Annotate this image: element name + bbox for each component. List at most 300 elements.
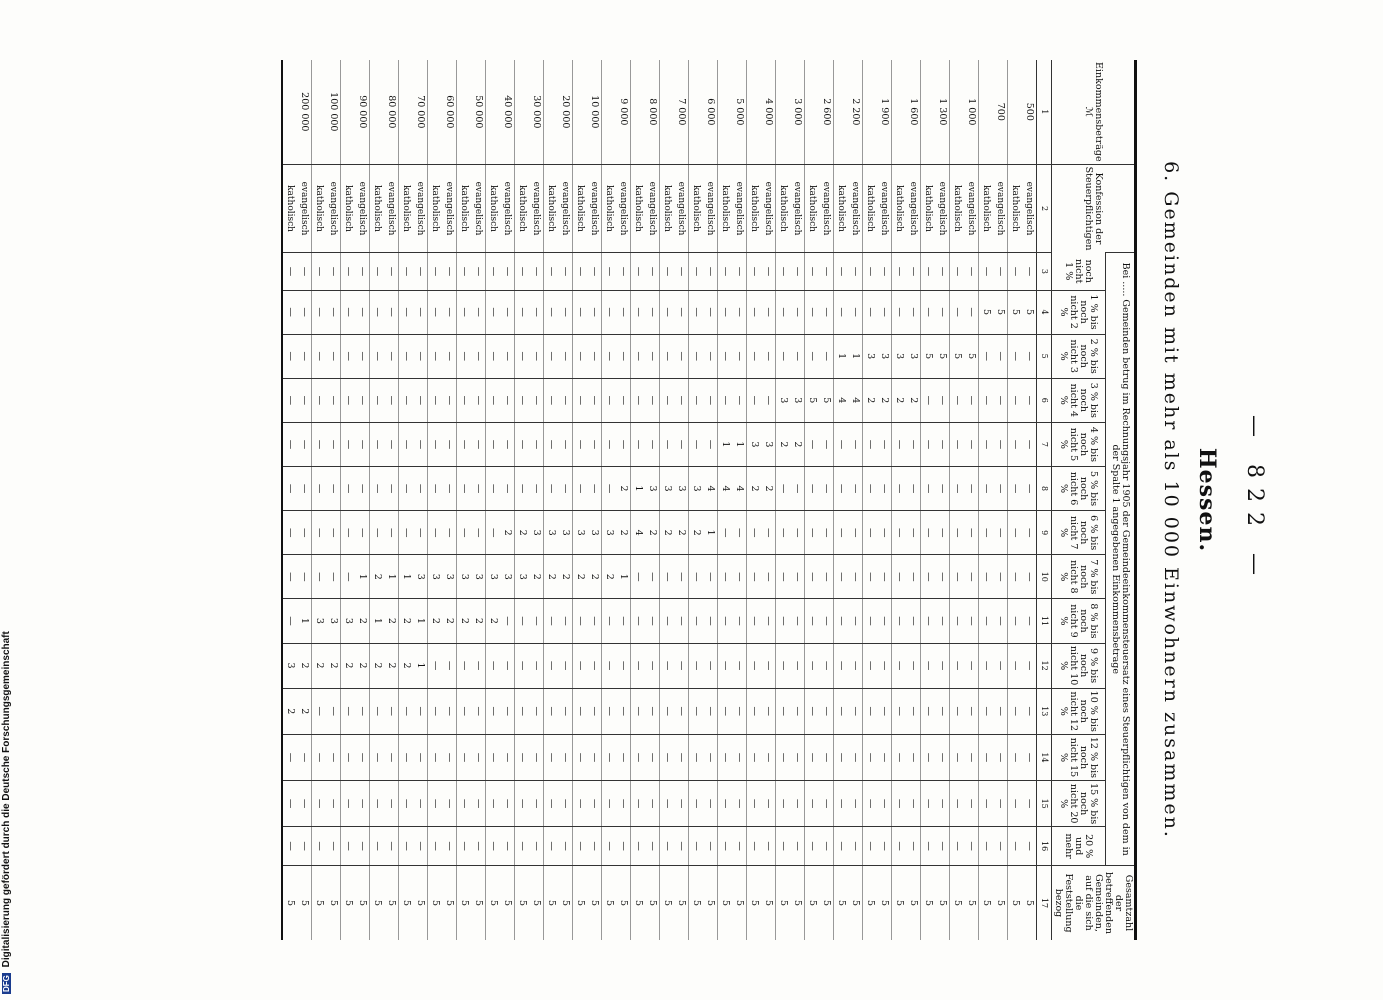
- value-cell: —: [979, 643, 994, 688]
- value-cell: —: [370, 253, 385, 290]
- value-cell: —: [558, 599, 573, 643]
- column-number: 13: [1037, 688, 1052, 734]
- value-cell: —: [515, 253, 530, 290]
- column-number: 5: [1037, 334, 1052, 378]
- value-cell: —: [602, 467, 617, 511]
- value-cell: —: [282, 555, 297, 599]
- value-cell: —: [341, 378, 356, 422]
- value-cell: —: [602, 290, 617, 334]
- confession-cell: evangelisch: [674, 164, 689, 253]
- value-cell: —: [747, 290, 762, 334]
- total-cell: 5: [1008, 866, 1023, 941]
- value-cell: —: [819, 555, 834, 599]
- value-cell: —: [979, 734, 994, 780]
- income-cell: [863, 60, 878, 164]
- value-cell: —: [674, 643, 689, 688]
- value-cell: —: [950, 734, 965, 780]
- table-row: [645, 60, 660, 940]
- value-cell: —: [282, 334, 297, 378]
- value-cell: —: [964, 290, 979, 334]
- value-cell: —: [602, 643, 617, 688]
- income-cell: [718, 60, 733, 164]
- value-cell: —: [471, 422, 486, 466]
- value-cell: —: [312, 422, 327, 466]
- table-row: [442, 60, 457, 940]
- value-cell: —: [674, 378, 689, 422]
- value-cell: —: [805, 599, 820, 643]
- value-cell: 2: [282, 688, 297, 734]
- value-cell: 1: [732, 422, 747, 466]
- total-cell: 5: [616, 866, 631, 941]
- value-cell: —: [979, 555, 994, 599]
- value-cell: —: [515, 422, 530, 466]
- value-cell: —: [703, 334, 718, 378]
- table-row: [355, 60, 370, 940]
- confession-cell: katholisch: [1008, 164, 1023, 253]
- value-cell: 3: [282, 643, 297, 688]
- value-cell: —: [747, 643, 762, 688]
- total-cell: 5: [341, 866, 356, 941]
- table-row: [689, 60, 704, 940]
- value-cell: —: [819, 734, 834, 780]
- total-cell: 5: [790, 866, 805, 941]
- column-number: 3: [1037, 253, 1052, 290]
- value-cell: —: [703, 643, 718, 688]
- value-cell: —: [950, 643, 965, 688]
- value-cell: —: [631, 643, 646, 688]
- value-cell: —: [950, 467, 965, 511]
- total-cell: 5: [457, 866, 472, 941]
- value-cell: —: [587, 334, 602, 378]
- value-cell: —: [761, 734, 776, 780]
- value-cell: —: [297, 734, 312, 780]
- value-cell: —: [442, 378, 457, 422]
- value-cell: —: [979, 599, 994, 643]
- value-cell: —: [500, 422, 515, 466]
- value-cell: —: [848, 599, 863, 643]
- value-cell: —: [544, 827, 559, 866]
- value-cell: —: [370, 378, 385, 422]
- value-cell: —: [471, 827, 486, 866]
- rate-header-1: noch nicht 1 %: [1063, 259, 1095, 284]
- table-row: [457, 60, 472, 940]
- value-cell: 1: [834, 334, 849, 378]
- income-cell: [428, 60, 443, 164]
- value-cell: —: [573, 781, 588, 827]
- value-cell: —: [370, 827, 385, 866]
- value-cell: —: [906, 643, 921, 688]
- value-cell: —: [732, 599, 747, 643]
- column-number: 16: [1037, 827, 1052, 866]
- value-cell: —: [602, 599, 617, 643]
- table-row: [500, 60, 515, 940]
- value-cell: —: [819, 688, 834, 734]
- value-cell: —: [935, 511, 950, 555]
- value-cell: —: [892, 422, 907, 466]
- value-cell: —: [413, 511, 428, 555]
- value-cell: —: [602, 378, 617, 422]
- value-cell: —: [486, 688, 501, 734]
- value-cell: 2: [573, 555, 588, 599]
- value-cell: —: [399, 290, 414, 334]
- value-cell: 1: [616, 555, 631, 599]
- value-cell: —: [1008, 643, 1023, 688]
- value-cell: —: [558, 422, 573, 466]
- value-cell: —: [616, 599, 631, 643]
- value-cell: 2: [471, 599, 486, 643]
- value-cell: —: [790, 734, 805, 780]
- value-cell: —: [370, 422, 385, 466]
- value-cell: —: [732, 734, 747, 780]
- column-number: 9: [1037, 511, 1052, 555]
- value-cell: —: [573, 253, 588, 290]
- value-cell: —: [1022, 555, 1037, 599]
- value-cell: —: [529, 378, 544, 422]
- total-cell: 5: [863, 866, 878, 941]
- confession-cell: katholisch: [689, 164, 704, 253]
- value-cell: 3: [689, 467, 704, 511]
- column-number: 1: [1037, 60, 1052, 164]
- value-cell: —: [935, 827, 950, 866]
- value-cell: —: [355, 378, 370, 422]
- value-cell: —: [529, 599, 544, 643]
- table-row: [935, 60, 950, 940]
- total-cell: 5: [761, 866, 776, 941]
- value-cell: —: [399, 422, 414, 466]
- income-cell: [370, 60, 385, 164]
- value-cell: —: [471, 781, 486, 827]
- value-cell: 2: [515, 511, 530, 555]
- value-cell: —: [964, 378, 979, 422]
- table-row: [660, 60, 675, 940]
- value-cell: —: [297, 378, 312, 422]
- value-cell: —: [645, 334, 660, 378]
- value-cell: —: [805, 467, 820, 511]
- value-cell: —: [761, 511, 776, 555]
- value-cell: —: [848, 688, 863, 734]
- value-cell: —: [529, 781, 544, 827]
- value-cell: 2: [500, 511, 515, 555]
- value-cell: —: [326, 555, 341, 599]
- value-cell: 2: [341, 643, 356, 688]
- value-cell: —: [689, 290, 704, 334]
- table-row: [805, 60, 820, 940]
- value-cell: —: [602, 334, 617, 378]
- value-cell: 3: [515, 555, 530, 599]
- value-cell: —: [486, 422, 501, 466]
- value-cell: 5: [1008, 290, 1023, 334]
- value-cell: 4: [631, 511, 646, 555]
- value-cell: —: [442, 511, 457, 555]
- value-cell: —: [326, 467, 341, 511]
- value-cell: —: [326, 827, 341, 866]
- value-cell: —: [326, 734, 341, 780]
- value-cell: —: [486, 253, 501, 290]
- value-cell: —: [761, 378, 776, 422]
- value-cell: —: [645, 555, 660, 599]
- table-row: [573, 60, 588, 940]
- table-row: [326, 60, 341, 940]
- value-cell: —: [312, 253, 327, 290]
- column-number: 8: [1037, 467, 1052, 511]
- value-cell: —: [718, 688, 733, 734]
- value-cell: 3: [573, 511, 588, 555]
- value-cell: 3: [863, 334, 878, 378]
- value-cell: —: [529, 422, 544, 466]
- total-cell: 5: [631, 866, 646, 941]
- value-cell: —: [790, 643, 805, 688]
- value-cell: —: [370, 290, 385, 334]
- value-cell: —: [442, 734, 457, 780]
- confession-cell: katholisch: [863, 164, 878, 253]
- confession-cell: katholisch: [341, 164, 356, 253]
- value-cell: 3: [674, 467, 689, 511]
- value-cell: —: [950, 688, 965, 734]
- value-cell: —: [863, 253, 878, 290]
- rate-header-8: 7 % bis noch nicht 8 %: [1052, 555, 1106, 599]
- value-cell: —: [906, 511, 921, 555]
- value-cell: —: [645, 290, 660, 334]
- value-cell: —: [703, 290, 718, 334]
- value-cell: —: [660, 643, 675, 688]
- total-cell: 5: [921, 866, 936, 941]
- value-cell: —: [616, 290, 631, 334]
- rate-header-10: 9 % bis noch nicht 10 %: [1052, 643, 1106, 688]
- value-cell: —: [950, 555, 965, 599]
- value-cell: —: [573, 688, 588, 734]
- table-row: [631, 60, 646, 940]
- value-cell: —: [732, 643, 747, 688]
- confession-cell: evangelisch: [877, 164, 892, 253]
- value-cell: —: [282, 422, 297, 466]
- total-cell: 5: [689, 866, 704, 941]
- value-cell: —: [312, 467, 327, 511]
- value-cell: —: [486, 643, 501, 688]
- value-cell: 1: [413, 643, 428, 688]
- value-cell: —: [616, 378, 631, 422]
- value-cell: 2: [645, 511, 660, 555]
- value-cell: —: [935, 599, 950, 643]
- total-cell: 5: [950, 866, 965, 941]
- value-cell: —: [660, 290, 675, 334]
- value-cell: —: [993, 334, 1008, 378]
- value-cell: —: [616, 253, 631, 290]
- value-cell: —: [776, 334, 791, 378]
- value-cell: —: [399, 688, 414, 734]
- income-cell: [631, 60, 646, 164]
- table-title: 6. Gemeinden mit mehr als 10 000 Einwohnern zusammen.: [1160, 161, 1182, 839]
- value-cell: —: [863, 511, 878, 555]
- income-cell: [921, 60, 936, 164]
- value-cell: —: [863, 467, 878, 511]
- value-cell: 3: [457, 555, 472, 599]
- value-cell: —: [703, 422, 718, 466]
- value-cell: —: [573, 467, 588, 511]
- value-cell: —: [515, 643, 530, 688]
- value-cell: —: [921, 781, 936, 827]
- value-cell: —: [1022, 599, 1037, 643]
- value-cell: 2: [544, 555, 559, 599]
- income-cell: 50 000: [471, 60, 486, 164]
- value-cell: 2: [442, 599, 457, 643]
- value-cell: 2: [602, 555, 617, 599]
- value-cell: —: [529, 290, 544, 334]
- value-cell: —: [558, 467, 573, 511]
- value-cell: —: [384, 781, 399, 827]
- value-cell: —: [892, 734, 907, 780]
- value-cell: —: [384, 688, 399, 734]
- value-cell: —: [442, 643, 457, 688]
- value-cell: —: [790, 467, 805, 511]
- table-row: [819, 60, 834, 940]
- value-cell: —: [1022, 688, 1037, 734]
- value-cell: —: [573, 827, 588, 866]
- total-cell: 5: [399, 866, 414, 941]
- value-cell: —: [674, 781, 689, 827]
- column-number: 6: [1037, 378, 1052, 422]
- confession-cell: katholisch: [486, 164, 501, 253]
- value-cell: —: [558, 253, 573, 290]
- value-cell: 3: [500, 555, 515, 599]
- value-cell: —: [819, 422, 834, 466]
- value-cell: —: [486, 827, 501, 866]
- table-row: [370, 60, 385, 940]
- confession-cell: katholisch: [312, 164, 327, 253]
- table-row: [616, 60, 631, 940]
- value-cell: —: [848, 781, 863, 827]
- value-cell: —: [413, 688, 428, 734]
- value-cell: —: [602, 422, 617, 466]
- value-cell: —: [500, 781, 515, 827]
- table-row: [834, 60, 849, 940]
- value-cell: —: [428, 334, 443, 378]
- value-cell: —: [399, 378, 414, 422]
- value-cell: —: [645, 599, 660, 643]
- value-cell: —: [790, 290, 805, 334]
- value-cell: —: [573, 334, 588, 378]
- value-cell: —: [805, 290, 820, 334]
- value-cell: —: [544, 734, 559, 780]
- value-cell: 2: [558, 555, 573, 599]
- value-cell: —: [587, 599, 602, 643]
- value-cell: —: [761, 688, 776, 734]
- value-cell: —: [848, 290, 863, 334]
- value-cell: 2: [616, 511, 631, 555]
- column-number: 12: [1037, 643, 1052, 688]
- value-cell: 3: [312, 599, 327, 643]
- value-cell: —: [413, 422, 428, 466]
- rotated-content: [285, 0, 1277, 1000]
- total-cell: 5: [877, 866, 892, 941]
- value-cell: —: [877, 781, 892, 827]
- value-cell: —: [921, 378, 936, 422]
- value-cell: —: [718, 290, 733, 334]
- value-cell: —: [282, 290, 297, 334]
- total-cell: 5: [660, 866, 675, 941]
- confession-cell: evangelisch: [645, 164, 660, 253]
- value-cell: 3: [558, 511, 573, 555]
- value-cell: —: [631, 378, 646, 422]
- value-cell: —: [428, 827, 443, 866]
- rate-header-2: 1 % bis noch nicht 2 %: [1052, 290, 1106, 334]
- value-cell: 2: [312, 643, 327, 688]
- value-cell: —: [848, 467, 863, 511]
- value-cell: —: [587, 467, 602, 511]
- value-cell: —: [370, 688, 385, 734]
- value-cell: 2: [384, 599, 399, 643]
- table-row: [428, 60, 443, 940]
- value-cell: —: [950, 422, 965, 466]
- value-cell: —: [297, 511, 312, 555]
- confession-cell: evangelisch: [355, 164, 370, 253]
- value-cell: 3: [529, 511, 544, 555]
- value-cell: —: [964, 555, 979, 599]
- value-cell: —: [747, 599, 762, 643]
- value-cell: —: [964, 688, 979, 734]
- income-cell: 2 600: [819, 60, 834, 164]
- value-cell: —: [993, 555, 1008, 599]
- value-cell: —: [993, 827, 1008, 866]
- confession-cell: katholisch: [805, 164, 820, 253]
- value-cell: —: [428, 290, 443, 334]
- value-cell: —: [355, 827, 370, 866]
- value-cell: 3: [906, 334, 921, 378]
- value-cell: 1: [297, 599, 312, 643]
- value-cell: —: [1008, 422, 1023, 466]
- value-cell: —: [848, 827, 863, 866]
- value-cell: —: [776, 511, 791, 555]
- income-cell: [515, 60, 530, 164]
- confession-cell: katholisch: [747, 164, 762, 253]
- rate-header-4: 3 % bis noch nicht 4 %: [1052, 378, 1106, 422]
- column-number: 4: [1037, 290, 1052, 334]
- value-cell: —: [732, 688, 747, 734]
- confession-cell: evangelisch: [732, 164, 747, 253]
- value-cell: 1: [848, 334, 863, 378]
- value-cell: —: [877, 422, 892, 466]
- value-cell: —: [631, 253, 646, 290]
- total-cell: 5: [544, 866, 559, 941]
- value-cell: —: [921, 599, 936, 643]
- value-cell: 2: [297, 688, 312, 734]
- value-cell: —: [471, 643, 486, 688]
- income-cell: 200 000: [297, 60, 312, 164]
- value-cell: —: [689, 781, 704, 827]
- confession-cell: katholisch: [399, 164, 414, 253]
- value-cell: —: [471, 734, 486, 780]
- income-cell: [892, 60, 907, 164]
- value-cell: —: [950, 599, 965, 643]
- value-cell: 1: [370, 599, 385, 643]
- value-cell: —: [282, 599, 297, 643]
- confession-cell: katholisch: [892, 164, 907, 253]
- table-row: [863, 60, 878, 940]
- value-cell: —: [616, 422, 631, 466]
- value-cell: —: [457, 334, 472, 378]
- value-cell: —: [341, 334, 356, 378]
- value-cell: —: [471, 253, 486, 290]
- income-cell: [834, 60, 849, 164]
- confession-cell: evangelisch: [790, 164, 805, 253]
- value-cell: 3: [645, 467, 660, 511]
- value-cell: —: [790, 781, 805, 827]
- value-cell: —: [370, 334, 385, 378]
- value-cell: —: [631, 827, 646, 866]
- value-cell: —: [631, 290, 646, 334]
- value-cell: —: [761, 781, 776, 827]
- total-cell: 5: [587, 866, 602, 941]
- value-cell: —: [471, 688, 486, 734]
